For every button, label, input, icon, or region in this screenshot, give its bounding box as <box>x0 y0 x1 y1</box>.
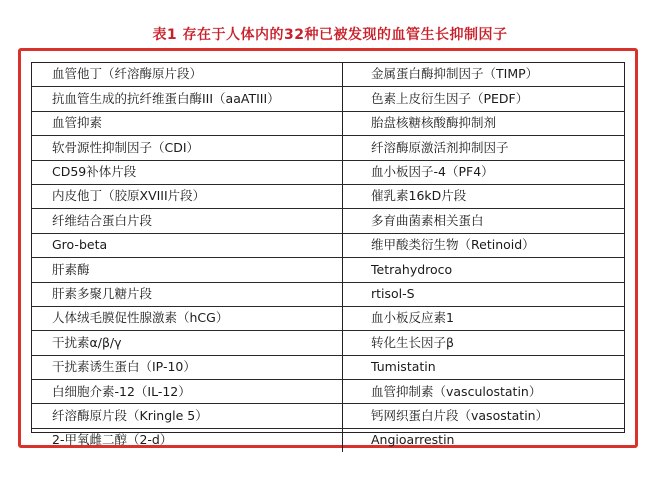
table-cell-right: 血小板因子-4（PF4） <box>343 160 625 184</box>
table-caption: 表1 存在于人体内的32种已被发现的血管生长抑制因子 <box>152 27 508 43</box>
table-row <box>32 282 624 306</box>
table-cell-right: 血小板反应素1 <box>343 306 625 330</box>
table-cell-right: 钙网织蛋白片段（vasostatin） <box>343 404 625 428</box>
inhibitor-table <box>32 63 624 452</box>
table-row <box>32 404 624 428</box>
table-cell-left: 干扰素α/β/γ <box>32 331 343 355</box>
table-row <box>32 184 624 208</box>
table-cell-right: 催乳素16kD片段 <box>343 184 625 208</box>
table-cell-right: Tumistatin <box>343 355 625 379</box>
table-cell-right: Angioarrestin <box>343 428 625 452</box>
table-cell-left: 肝素酶 <box>32 258 343 282</box>
table-cell-left: 白细胞介素-12（IL-12） <box>32 380 343 404</box>
table-inner-border <box>31 62 625 448</box>
table-row <box>32 209 624 233</box>
table-cell-right: 色素上皮衍生因子（PEDF） <box>343 87 625 111</box>
table-cell-left: Gro-beta <box>32 233 343 257</box>
table-cell-right: 多育曲菌素相关蛋白 <box>343 209 625 233</box>
table-cell-left: 2-甲氧雌二醇（2-d） <box>52 432 173 448</box>
table-cell-left: 内皮他丁（胶原XVIII片段） <box>32 184 343 208</box>
table-cell-left: 干扰素诱生蛋白（IP-10） <box>32 355 343 379</box>
table-row <box>32 87 624 111</box>
table-cell-left: 纤维结合蛋白片段 <box>32 209 343 233</box>
table-cell-left: 人体绒毛膜促性腺激素（hCG） <box>32 306 343 330</box>
table-row <box>32 428 624 452</box>
table-cell-left: 血管他丁（纤溶酶原片段） <box>32 63 343 87</box>
table-cell-right: 纤溶酶原激活剂抑制因子 <box>343 136 625 160</box>
table-cell-left: 纤溶酶原片段（Kringle 5） <box>32 404 343 428</box>
table-cell-right: 胎盘核糖核酸酶抑制剂 <box>343 111 625 135</box>
table-row <box>32 111 624 135</box>
table-cell-left: 血管抑素 <box>32 111 343 135</box>
table-row <box>32 258 624 282</box>
table-frame <box>18 48 638 448</box>
table-cell-right: Tetrahydroco <box>343 258 625 282</box>
table-row <box>32 160 624 184</box>
table-row <box>32 233 624 257</box>
table-cell-left: 软骨源性抑制因子（CDI） <box>32 136 343 160</box>
table-row <box>32 136 624 160</box>
table-row <box>32 306 624 330</box>
table-row <box>32 63 624 87</box>
table-cell-left: CD59补体片段 <box>32 160 343 184</box>
table-row <box>32 380 624 404</box>
table-cell-left: 肝素多聚几糖片段 <box>32 282 343 306</box>
table-row <box>32 355 624 379</box>
table-cell-right: 血管抑制素（vasculostatin） <box>343 380 625 404</box>
table-cell-left: 抗血管生成的抗纤维蛋白酶III（aaATIII） <box>32 87 343 111</box>
table-cell-right: 金属蛋白酶抑制因子（TIMP） <box>343 63 625 87</box>
table-row <box>32 331 624 355</box>
table-cell-right: 转化生长因子β <box>343 331 625 355</box>
table-cell-right: rtisol-S <box>343 282 625 306</box>
table-cell-right: 维甲酸类衍生物（Retinoid） <box>343 233 625 257</box>
